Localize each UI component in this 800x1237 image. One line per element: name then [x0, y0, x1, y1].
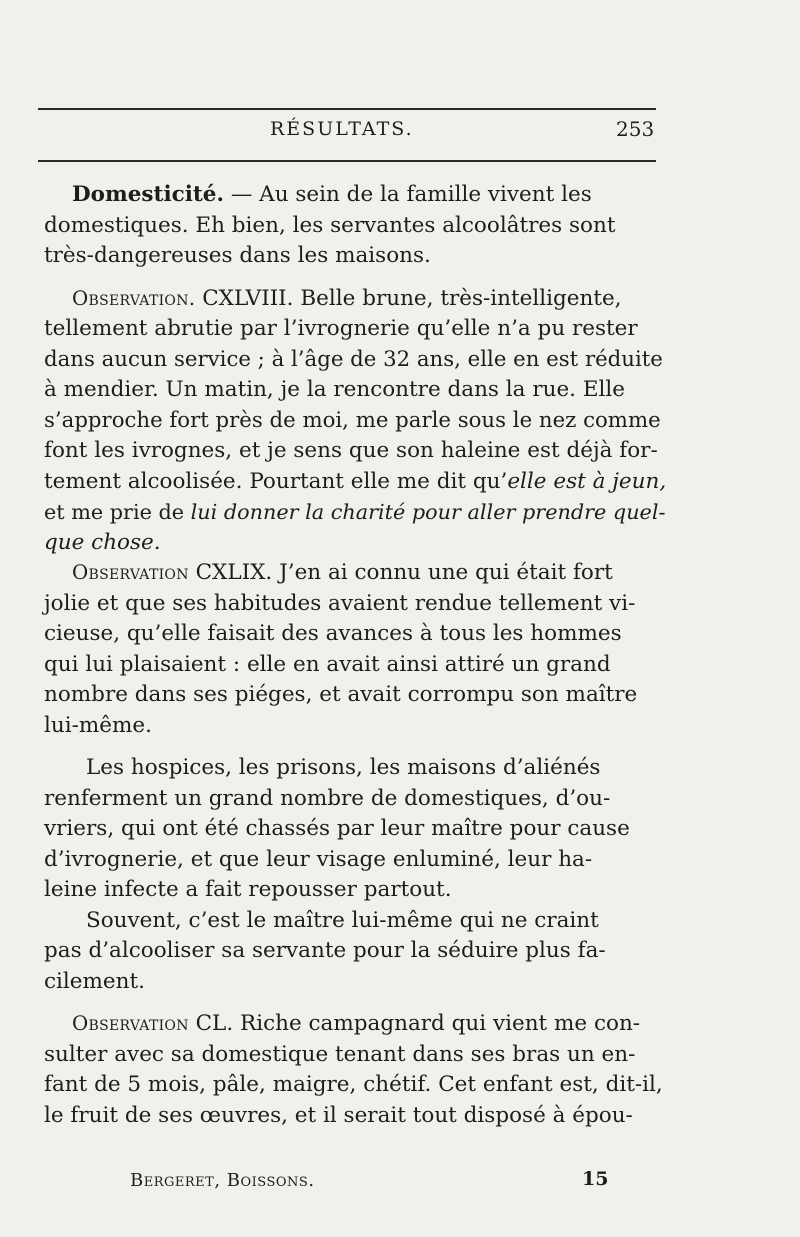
text-line: s’approche fort près de moi, me parle sous le nez comme: [44, 407, 661, 433]
run-in-heading: Domesticité.: [72, 182, 224, 207]
running-title: RÉSULTATS.: [270, 118, 414, 140]
text-line: cieuse, qu’elle faisait des avances à tous les hommes: [44, 621, 622, 646]
text-line: tellement abrutie par l’ivrognerie qu’elle n’a pu rester: [44, 316, 638, 341]
text-line: nombre dans ses piéges, et avait corrompu son maître: [44, 682, 638, 707]
text-line: et me prie de lui donner la charité pour aller prendre quel-: [44, 500, 666, 524]
observation-number: CXLIX.: [195, 560, 273, 585]
observation-number: CXLVIII.: [202, 285, 294, 311]
signature-mark: 15: [582, 1168, 609, 1190]
observation-label: Observation.: [72, 286, 196, 310]
observation-label: Observation: [72, 561, 189, 584]
text-line: pas d’alcooliser sa servante pour la séduire plus fa-: [44, 938, 606, 963]
text-line: Observation CL. Riche campagnard qui vient me con-: [72, 1011, 641, 1036]
text-line: qui lui plaisaient : elle en avait ainsi attiré un grand: [44, 651, 611, 677]
text-line: leine infecte a fait repousser partout.: [44, 877, 452, 902]
header-rule-bottom: [38, 160, 656, 162]
header-rule-top: [38, 108, 656, 110]
observation-label: Observation: [72, 1012, 189, 1035]
text-line: Observation. CXLVIII. Belle brune, très-intelligente,: [72, 285, 622, 311]
observation-number: CL.: [195, 1011, 234, 1036]
quoted-speech: elle est à jeun,: [507, 468, 667, 494]
text-line: vriers, qui ont été chassés par leur maître pour cause: [44, 816, 630, 841]
paragraph-hospices: [44, 753, 666, 906]
text-line: Observation CXLIX. J’en ai connu une qui était fort: [72, 560, 613, 585]
text-line: sulter avec sa domestique tenant dans ses bras un en-: [44, 1041, 636, 1067]
text-line: jolie et que ses habitudes avaient rendue tellement vi-: [44, 590, 636, 616]
text-line: font les ivrognes, et je sens que son haleine est déjà for-: [44, 438, 658, 463]
text-line: lui-même.: [44, 712, 152, 738]
text-line: [44, 528, 666, 559]
paragraph-domesticite: [44, 180, 666, 272]
text-line: dans aucun service ; à l’âge de 32 ans, elle en est réduite: [44, 346, 663, 372]
text-line: à mendier. Un matin, je la rencontre dans la rue. Elle: [44, 377, 626, 402]
text-line: fant de 5 mois, pâle, maigre, chétif. Cet enfant est, dit-il,: [44, 1072, 663, 1097]
text-line: tement alcoolisée. Pourtant elle me dit qu’elle est à jeun,: [44, 468, 667, 494]
observation-150: [44, 1009, 666, 1131]
quoted-speech: que chose.: [44, 529, 161, 555]
text-line: renferment un grand nombre de domestiques, d’ou-: [44, 785, 611, 811]
text-line: le fruit de ses œuvres, et il serait tout disposé à épou-: [44, 1102, 633, 1128]
text-line: Les hospices, les prisons, les maisons d’aliénés: [86, 755, 601, 780]
footer-author: Bergeret, Boissons.: [130, 1170, 315, 1191]
text-line: d’ivrognerie, et que leur visage enluminé, leur ha-: [44, 846, 593, 872]
body-text: [44, 180, 666, 1131]
paragraph-souvent: [44, 906, 666, 998]
page-number: 253: [616, 117, 655, 141]
text-line: Domesticité. — Au sein de la famille vivent les: [72, 182, 592, 207]
text-line: cilement.: [44, 968, 145, 994]
observation-148: [44, 284, 666, 559]
text-line: Souvent, c’est le maître lui-même qui ne craint: [86, 907, 599, 933]
observation-149: [44, 558, 666, 741]
text-line: domestiques. Eh bien, les servantes alcoolâtres sont: [44, 212, 616, 238]
quoted-speech: lui donner la charité pour aller prendre quel-: [190, 500, 666, 524]
text-line: très-dangereuses dans les maisons.: [44, 243, 431, 268]
